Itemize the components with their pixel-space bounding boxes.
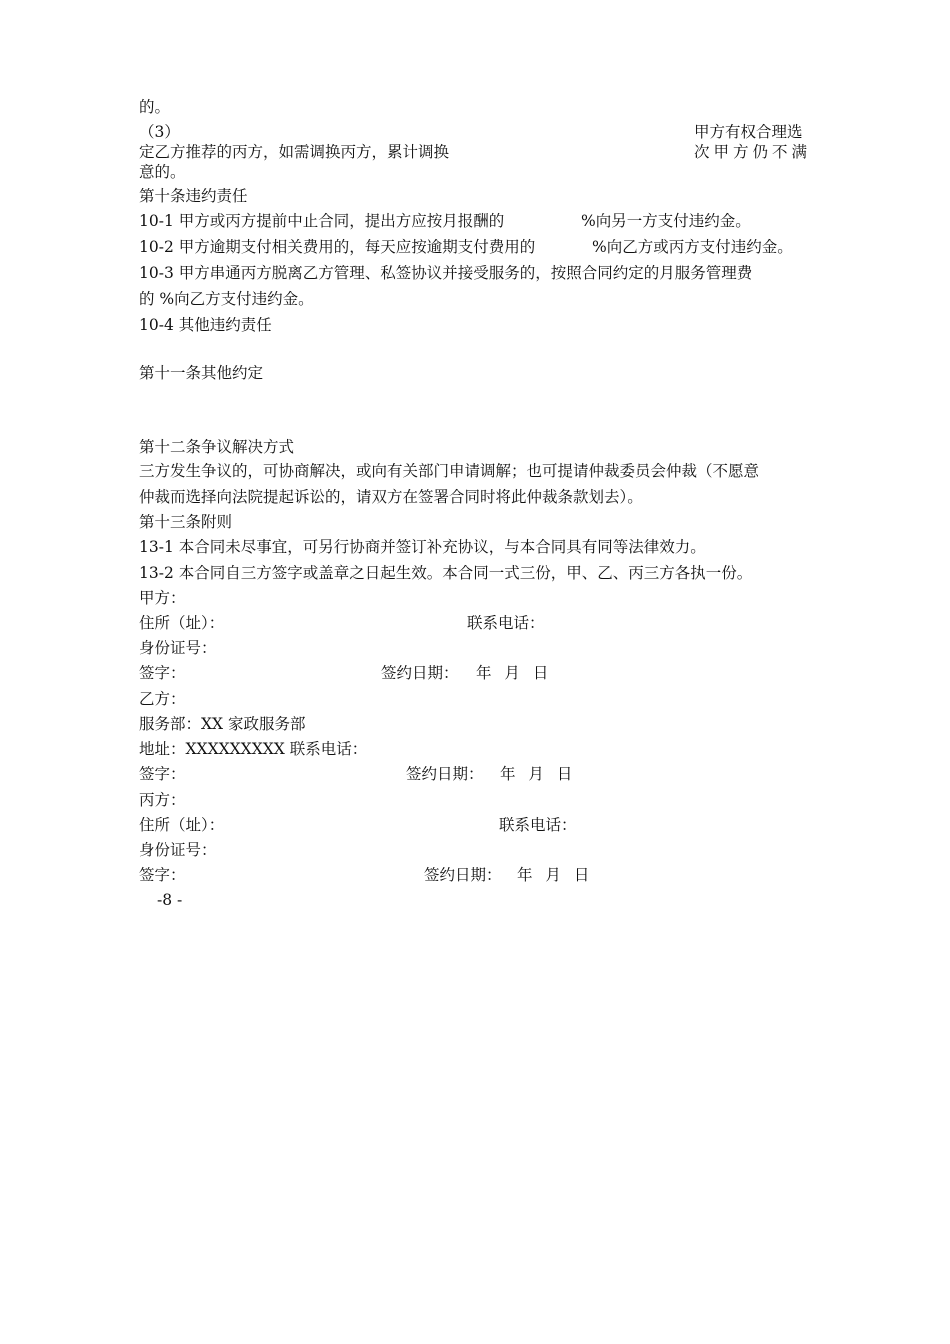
clause: 10-2 甲方逾期支付相关费用的，每天应按逾期支付费用的: [139, 238, 536, 256]
clause: 13-1 本合同未尽事宜，可另行协商并签订补充协议，与本合同具有同等法律效力。: [139, 538, 706, 556]
party-a-label: 甲方：: [139, 589, 186, 607]
clause: 10-4 其他违约责任: [139, 316, 272, 334]
party-b-sign: 签字：: [139, 765, 186, 783]
party-b-date: 签约日期：: [406, 765, 484, 783]
text-line: 次甲方仍不满: [694, 143, 812, 161]
party-a-address: 住所（址）：: [139, 614, 225, 632]
party-c-ymd: 年 月 日: [517, 866, 594, 884]
clause: 10-3 甲方串通丙方脱离乙方管理、私签协议并接受服务的，按照合同约定的月服务管理费: [139, 264, 753, 282]
clause: 10-1 甲方或丙方提前中止合同，提出方应按月报酬的: [139, 212, 505, 230]
clause: 仲裁而选择向法院提起诉讼的，请双方在签署合同时将此仲裁条款划去）。: [139, 488, 643, 506]
party-c-label: 丙方：: [139, 791, 186, 809]
text-line: （3）: [139, 123, 180, 141]
party-c-sign: 签字：: [139, 866, 186, 884]
article-title: 第十条违约责任: [139, 187, 248, 205]
party-a-phone: 联系电话：: [467, 614, 545, 632]
article-title: 第十三条附则: [139, 513, 233, 531]
party-c-address: 住所（址）：: [139, 816, 225, 834]
article-title: 第十二条争议解决方式: [139, 438, 295, 456]
page-number: -8 -: [157, 891, 183, 909]
clause: %向另一方支付违约金。: [581, 212, 751, 230]
clause: 13-2 本合同自三方签字或盖章之日起生效。本合同一式三份，甲、乙、丙三方各执一份。: [139, 564, 753, 582]
clause: 的 %向乙方支付违约金。: [139, 290, 314, 308]
party-b-address-phone: 地址：XXXXXXXXX 联系电话：: [139, 740, 368, 758]
party-a-id: 身份证号：: [139, 639, 217, 657]
party-c-id: 身份证号：: [139, 841, 217, 859]
clause: 三方发生争议的，可协商解决，或向有关部门申请调解；也可提请仲裁委员会仲裁（不愿意: [139, 462, 760, 480]
party-c-date: 签约日期：: [424, 866, 502, 884]
text-line: 定乙方推荐的丙方，如需调换丙方，累计调换: [139, 143, 450, 161]
text-line: 的。: [139, 98, 171, 116]
party-a-sign: 签字：: [139, 664, 186, 682]
text-line: 甲方有权合理选: [694, 123, 803, 141]
article-title: 第十一条其他约定: [139, 364, 264, 382]
party-b-ymd: 年 月 日: [500, 765, 577, 783]
party-a-date: 签约日期：: [381, 664, 459, 682]
text-line: 意的。: [139, 163, 186, 181]
party-c-phone: 联系电话：: [499, 816, 577, 834]
party-a-ymd: 年 月 日: [476, 664, 553, 682]
party-b-dept: 服务部：XX 家政服务部: [139, 715, 306, 733]
clause: %向乙方或丙方支付违约金。: [592, 238, 793, 256]
party-b-label: 乙方：: [139, 690, 186, 708]
